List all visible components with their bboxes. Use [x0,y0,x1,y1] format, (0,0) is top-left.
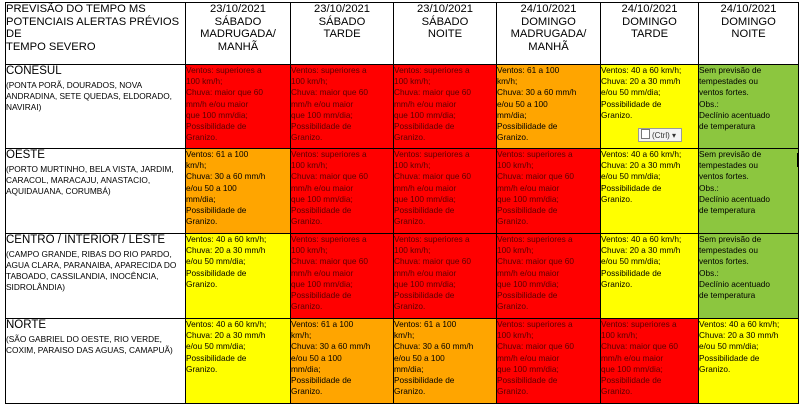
forecast-line: 100 km/h; [291,76,328,87]
forecast-line: e/ou 50 mm/dia; [186,341,246,352]
day-weekday: DOMINGO [622,15,677,28]
forecast-line: Ventos: superiores a [497,319,573,329]
forecast-line: Ventos: 40 a 60 km/h; [601,234,682,244]
forecast-line: mm/h e/ou maior [394,267,457,278]
forecast-line: km/h; [186,160,207,171]
forecast-line: 100 km/h; [497,245,534,256]
forecast-line: Possibilidade de [394,205,455,216]
forecast-line: Ventos: 40 a 60 km/h; [186,319,267,329]
day-weekday: DOMINGO [721,15,776,28]
forecast-line: Ventos: superiores a [497,234,573,244]
forecast-line: Declínio acentuado [699,278,771,289]
forecast-cell [601,149,699,234]
forecast-line: mm/h e/ou maior [601,352,664,363]
forecast-line: mm/dia; [186,193,216,204]
region-cities: (PONTA PORÃ, DOURADOS, NOVA ANDRADINA, SETE QUEDAS, ELDORADO, NAVIRAI) [6,80,172,112]
forecast-line: Possibilidade de [497,290,558,301]
region-row-norte [6,319,799,404]
forecast-line: Chuva: maior que 60 [601,341,679,352]
forecast-line: 100 km/h; [291,160,328,171]
forecast-cell [601,234,699,319]
title-line-2: POTENCIAIS ALERTAS PRÉVIOS DE [6,15,180,41]
forecast-cell [186,149,291,234]
forecast-line: Chuva: 20 a 30 mm/h [186,330,266,341]
forecast-line: Ventos: 61 a 100 [291,319,354,329]
region-name: OESTE [6,149,45,161]
forecast-line: Possibilidade de [601,375,662,386]
forecast-line: mm/h e/ou maior [497,352,560,363]
forecast-line: que 100 mm/dia; [497,278,559,289]
forecast-line: Ventos: superiores a [394,234,470,244]
day-period-2: MANHÃ [528,40,569,53]
forecast-cell [394,149,497,234]
forecast-cell [497,319,601,404]
forecast-line: Possibilidade de [291,121,352,132]
forecast-cell [394,319,497,404]
forecast-cell [394,234,497,319]
forecast-line: e/ou 50 a 100 [394,352,445,363]
forecast-line: e/ou 50 a 100 [497,98,548,109]
table-title [6,3,186,65]
forecast-line: que 100 mm/dia; [291,193,353,204]
forecast-line: Chuva: maior que 60 [291,171,369,182]
forecast-cell [291,234,394,319]
forecast-line: Declínio acentuado [699,193,771,204]
forecast-line: Granizo. [601,193,633,204]
forecast-line: Possibilidade de [394,290,455,301]
forecast-line: Possibilidade de [497,375,558,386]
day-header [291,3,394,65]
forecast-line: Possibilidade de [291,205,352,216]
forecast-line: Ventos: superiores a [291,65,367,75]
forecast-line: que 100 mm/dia; [497,193,559,204]
region-name: NORTE [6,319,47,331]
forecast-line: tempestades ou [699,76,759,87]
region-label [6,319,186,404]
day-date: 24/10/2021 [720,3,777,15]
forecast-line: Chuva: maior que 60 [291,256,369,267]
day-period-2: MANHÃ [217,40,259,53]
forecast-line: 100 km/h; [394,160,431,171]
forecast-line: Granizo. [601,386,633,397]
forecast-line: de temperatura [699,121,756,132]
paste-options-button[interactable] [638,128,682,142]
forecast-line: Chuva: 20 a 30 mm/h [601,245,681,256]
day-period: TARDE [630,28,669,41]
forecast-line: mm/dia; [497,109,527,120]
forecast-line: Possibilidade de [291,290,352,301]
forecast-cell [186,65,291,149]
forecast-line: ventos fortes. [699,256,749,267]
day-period: MADRUGADA/ [510,28,587,41]
forecast-line: mm/h e/ou maior [394,98,457,109]
forecast-cell [291,149,394,234]
forecast-line: que 100 mm/dia; [497,363,559,374]
forecast-cell [186,234,291,319]
day-period: MADRUGADA/ [200,28,276,41]
forecast-cell [601,319,699,404]
forecast-line: Obs.: [699,98,719,109]
forecast-line: Granizo. [291,132,323,143]
forecast-line: Chuva: 30 a 60 mm/h [186,171,266,182]
forecast-cell [699,149,799,234]
forecast-line: ventos fortes. [699,171,749,182]
forecast-line: Granizo. [601,109,633,120]
forecast-line: 100 km/h; [497,330,534,341]
forecast-line: Possibilidade de [497,121,558,132]
forecast-cell [699,234,799,319]
forecast-line: Chuva: 30 a 60 mm/h [291,341,371,352]
day-date: 24/10/2021 [621,3,678,15]
forecast-line: Ventos: 61 a 100 [497,65,560,75]
forecast-line: e/ou 50 a 100 [291,352,342,363]
forecast-line: mm/h e/ou maior [186,98,249,109]
forecast-cell [497,149,601,234]
forecast-line: Chuva: maior que 60 [394,171,472,182]
day-date: 24/10/2021 [520,3,577,15]
day-period: TARDE [323,28,361,41]
day-weekday: SÁBADO [318,15,366,28]
forecast-line: Possibilidade de [394,121,455,132]
forecast-line: km/h; [394,330,415,341]
forecast-line: Declínio acentuado [699,109,771,120]
forecast-cell [497,234,601,319]
forecast-line: e/ou 50 mm/dia; [601,171,661,182]
forecast-line: Chuva: maior que 60 [291,87,369,98]
forecast-table [5,2,799,404]
forecast-line: Ventos: 61 a 100 [186,149,249,159]
forecast-line: tempestades ou [699,160,759,171]
forecast-line: Granizo. [699,363,731,374]
forecast-line: que 100 mm/dia; [394,193,456,204]
forecast-cell [394,65,497,149]
forecast-line: 100 km/h; [601,330,638,341]
day-header [186,3,291,65]
day-date: 23/10/2021 [417,3,473,15]
forecast-line: mm/h e/ou maior [497,267,560,278]
forecast-line: e/ou 50 mm/dia; [601,87,661,98]
forecast-line: Ventos: superiores a [394,65,470,75]
forecast-line: Obs.: [699,267,719,278]
forecast-line: Ventos: 40 a 60 km/h; [699,319,780,329]
forecast-line: Granizo. [601,278,633,289]
region-cities: (SÃO GABRIEL DO OESTE, RIO VERDE, COXIM, PARAISO DAS AGUAS, CAMAPUÃ) [6,334,173,355]
forecast-line: Granizo. [186,363,218,374]
forecast-line: Granizo. [497,216,529,227]
forecast-cell [699,319,799,404]
forecast-line: Possibilidade de [699,352,760,363]
forecast-line: e/ou 50 mm/dia; [186,256,246,267]
header-row [6,3,799,65]
day-weekday: SÁBADO [214,15,262,28]
forecast-line: Chuva: maior que 60 [497,341,575,352]
forecast-cell [291,319,394,404]
forecast-line: Granizo. [497,132,529,143]
forecast-line: mm/h e/ou maior [291,267,354,278]
forecast-line: Ventos: superiores a [291,149,367,159]
forecast-line: Ventos: 40 a 60 km/h; [186,234,267,244]
forecast-line: mm/h e/ou maior [291,182,354,193]
clipboard-icon [641,129,650,139]
forecast-line: Chuva: 20 a 30 mm/h [699,330,779,341]
forecast-line: Possibilidade de [601,98,662,109]
forecast-line: Ventos: superiores a [291,234,367,244]
forecast-line: Granizo. [497,301,529,312]
forecast-line: Granizo. [497,386,529,397]
forecast-line: Chuva: maior que 60 [186,87,264,98]
forecast-line: que 100 mm/dia; [291,278,353,289]
forecast-line: Chuva: 30 a 60 mm/h [497,87,577,98]
forecast-line: e/ou 50 mm/dia; [601,256,661,267]
forecast-line: que 100 mm/dia; [601,363,663,374]
day-header [497,3,601,65]
region-label [6,149,186,234]
region-cities: (PORTO MURTINHO, BELA VISTA, JARDIM, CARACOL, MARACAJU, ANASTACIO, AQUIDAUANA, CORUMBÁ) [6,164,174,196]
region-row-oeste [6,149,799,234]
day-weekday: DOMINGO [521,15,576,28]
forecast-line: Chuva: maior que 60 [394,256,472,267]
region-cities: (CAMPO GRANDE, RIBAS DO RIO PARDO, AGUA CLARA, PARANAIBA, APARECIDA DO TABOADO, CASSILANDIA, INOCÊNCIA, SIDROLÂNDIA) [6,249,177,292]
forecast-cell [186,319,291,404]
forecast-line: que 100 mm/dia; [394,278,456,289]
forecast-line: Granizo. [291,216,323,227]
forecast-line: Ventos: 61 a 100 [394,319,457,329]
title-line-1: PREVISÃO DO TEMPO MS [6,3,146,15]
forecast-line: Chuva: 20 a 30 mm/h [601,160,681,171]
forecast-cell [291,65,394,149]
forecast-line: mm/h e/ou maior [497,182,560,193]
forecast-line: Chuva: maior que 60 [497,171,575,182]
forecast-line: km/h; [291,330,312,341]
forecast-line: Possibilidade de [186,267,247,278]
forecast-line: Granizo. [394,301,426,312]
forecast-line: Possibilidade de [601,267,662,278]
forecast-line: Possibilidade de [186,121,247,132]
forecast-line: mm/h e/ou maior [291,98,354,109]
forecast-line: Possibilidade de [186,205,247,216]
forecast-cell [699,65,799,149]
forecast-line: Chuva: maior que 60 [497,256,575,267]
forecast-line: Obs.: [699,182,719,193]
title-line-3: TEMPO SEVERO [6,40,96,53]
forecast-line: mm/h e/ou maior [394,182,457,193]
forecast-line: Possibilidade de [497,205,558,216]
region-label [6,234,186,319]
forecast-line: Granizo. [394,216,426,227]
forecast-line: Ventos: 40 a 60 km/h; [601,149,682,159]
day-period: NOITE [427,28,463,41]
forecast-line: Chuva: maior que 60 [394,87,472,98]
day-header [699,3,799,65]
forecast-line: Ventos: superiores a [601,319,677,329]
forecast-line: tempestades ou [699,245,759,256]
forecast-line: km/h; [497,76,518,87]
forecast-line: Possibilidade de [394,375,455,386]
forecast-line: 100 km/h; [291,245,328,256]
day-header [394,3,497,65]
forecast-cell [497,65,601,149]
forecast-line: Granizo. [291,301,323,312]
region-row-centro [6,234,799,319]
forecast-line: e/ou 50 mm/dia; [699,341,759,352]
forecast-line: Ventos: superiores a [394,149,470,159]
forecast-line: que 100 mm/dia; [394,109,456,120]
forecast-line: Ventos: superiores a [497,149,573,159]
forecast-line: Sem previsão de [699,65,762,75]
forecast-line: de temperatura [699,290,756,301]
forecast-line: e/ou 50 a 100 [186,182,237,193]
forecast-line: de temperatura [699,205,756,216]
forecast-line: Granizo. [186,132,218,143]
forecast-line: 100 km/h; [497,160,534,171]
forecast-line: 100 km/h; [186,76,223,87]
day-date: 23/10/2021 [314,3,370,15]
forecast-line: Granizo. [186,216,218,227]
forecast-line: Possibilidade de [291,375,352,386]
forecast-line: que 100 mm/dia; [186,109,248,120]
forecast-line: Granizo. [186,278,218,289]
region-name: CONESUL [6,65,62,77]
forecast-line: Ventos: 40 a 60 km/h; [601,65,682,75]
paste-options-label: (Ctrl) ▾ [652,131,677,140]
day-header [601,3,699,65]
forecast-line: Granizo. [394,386,426,397]
forecast-line: mm/dia; [291,363,321,374]
forecast-line: Ventos: superiores a [186,65,262,75]
forecast-line: Granizo. [394,132,426,143]
forecast-line: Possibilidade de [186,352,247,363]
day-date: 23/10/2021 [210,3,266,15]
forecast-line: ventos fortes. [699,87,749,98]
region-label [6,65,186,149]
day-weekday: SÁBADO [421,15,469,28]
forecast-line: Sem previsão de [699,234,762,244]
forecast-line: 100 km/h; [394,76,431,87]
forecast-line: que 100 mm/dia; [291,109,353,120]
forecast-line: Granizo. [291,386,323,397]
forecast-line: Chuva: 20 a 30 mm/h [601,76,681,87]
forecast-line: Chuva: 20 a 30 mm/h [186,245,266,256]
forecast-line: mm/dia; [394,363,424,374]
forecast-line: 100 km/h; [394,245,431,256]
day-period: NOITE [731,28,766,41]
region-name: CENTRO / INTERIOR / LESTE [6,234,166,246]
forecast-line: Sem previsão de [699,149,762,159]
forecast-line: Possibilidade de [601,182,662,193]
forecast-line: Chuva: 30 a 60 mm/h [394,341,474,352]
